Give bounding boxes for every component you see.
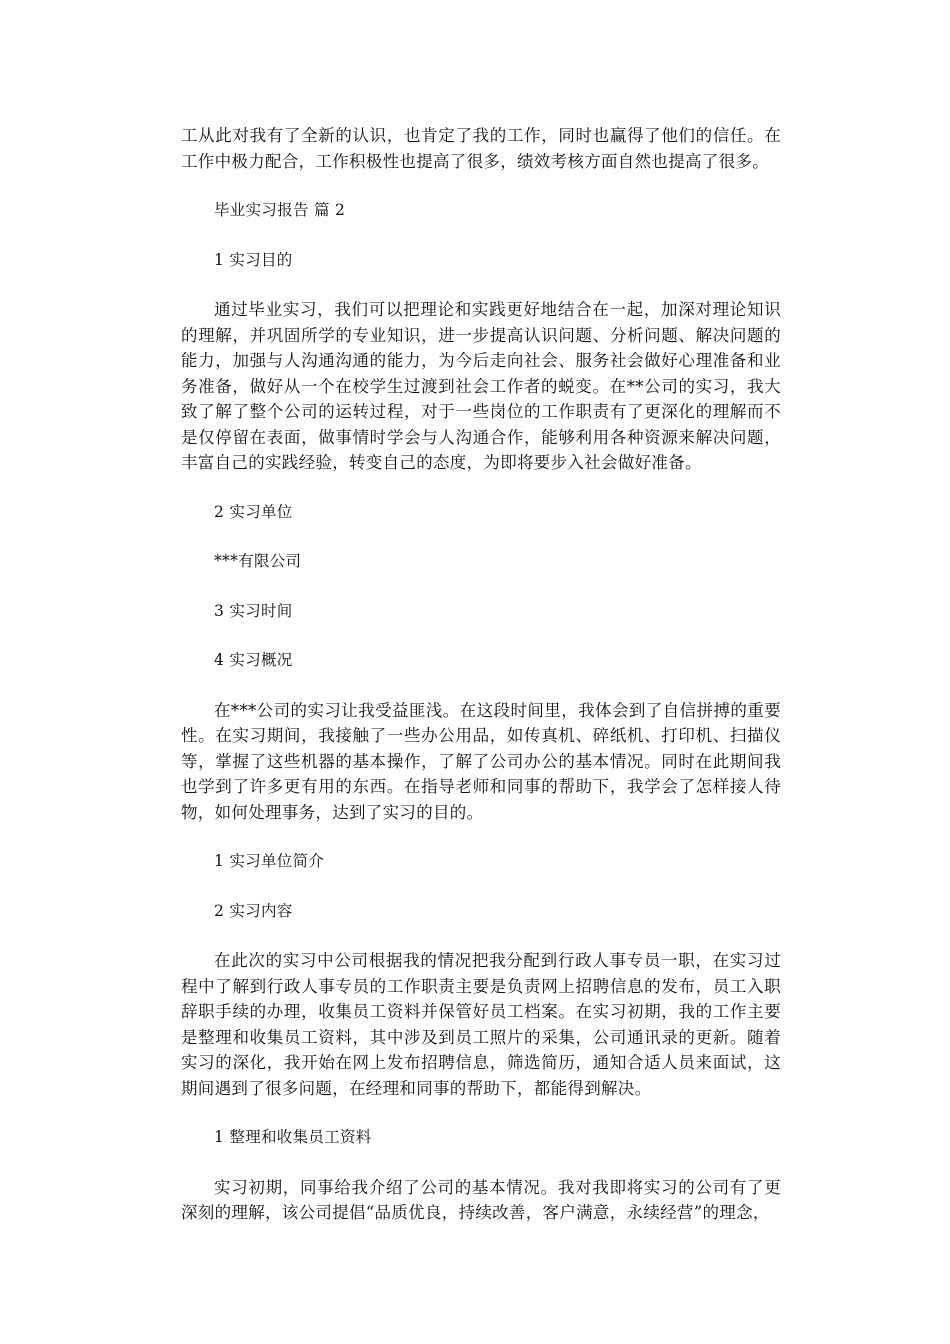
paragraph-purpose: 通过毕业实习，我们可以把理论和实践更好地结合在一起，加深对理论知识的理解，并巩固所学的专业知识，进一步提高认识问题、分析问题、解决问题的能力，加强与人沟通沟通的能力，为今后走向社会、服务社会做好心理准备和业务准备，做好从一个在校学生过渡到社会工作者的蜕变。在**公司的实习，我大致了解了整个公司的运转过程，对于一些岗位的工作职责有了更深化的理解而不是仅停留在表面，做事情时学会与人沟通合作，能够利用各种资源来解决问题，丰富自己的实践经验，转变自己的态度，为即将要步入社会做好准备。 (181, 300, 781, 472)
paragraph-content: 在此次的实习中公司根据我的情况把我分配到行政人事专员一职，在实习过程中了解到行政人事专员的工作职责主要是负责网上招聘信息的发布，员工入职辞职手续的办理，收集员工资料并保管好员工档案。在实习初期，我的工作主要是整理和收集员工资料，其中涉及到员工照片的采集，公司通讯录的更新。随着实习的深化，我开始在网上发布招聘信息，筛选简历，通知合适人员来面试，这期间遇到了很多问题，在经理和同事的帮助下，都能得到解决。 (181, 951, 781, 1098)
paragraph-intro: 工从此对我有了全新的认识，也肯定了我的工作，同时也赢得了他们的信任。在工作中极力配合，工作积极性也提高了很多，绩效考核方面自然也提高了很多。 (181, 126, 781, 171)
heading-purpose: 1 实习目的 (214, 250, 293, 269)
document-body (181, 123, 781, 1226)
heading-overview: 4 实习概况 (214, 651, 293, 669)
paragraph-last: 实习初期，同事给我介绍了公司的基本情况。我对我即将实习的公司有了更深刻的理解，该公司提倡“品质优良，持续改善，客户满意，永续经营”的理念， (181, 1177, 781, 1222)
section-title: 毕业实习报告 篇 2 (214, 201, 346, 219)
heading-unit: 2 实习单位 (214, 502, 293, 521)
paragraph-overview: 在***公司的实习让我受益匪浅。在这段时间里，我体会到了自信拼搏的重要性。在实习期间，我接触了一些办公用品，如传真机、碎纸机、打印机、扫描仪等，掌握了这些机器的基本操作，了解了公司办公的基本情况。同时在此期间我也学到了许多更有用的东西。在指导老师和同事的帮助下，我学会了怎样接人待物，如何处理事务，达到了实习的目的。 (181, 700, 781, 822)
heading-unit-intro: 1 实习单位简介 (214, 852, 325, 870)
heading-time: 3 实习时间 (214, 601, 293, 620)
heading-content: 2 实习内容 (214, 901, 293, 920)
company-name: ***有限公司 (214, 552, 302, 570)
heading-organize: 1 整理和收集员工资料 (214, 1128, 372, 1146)
